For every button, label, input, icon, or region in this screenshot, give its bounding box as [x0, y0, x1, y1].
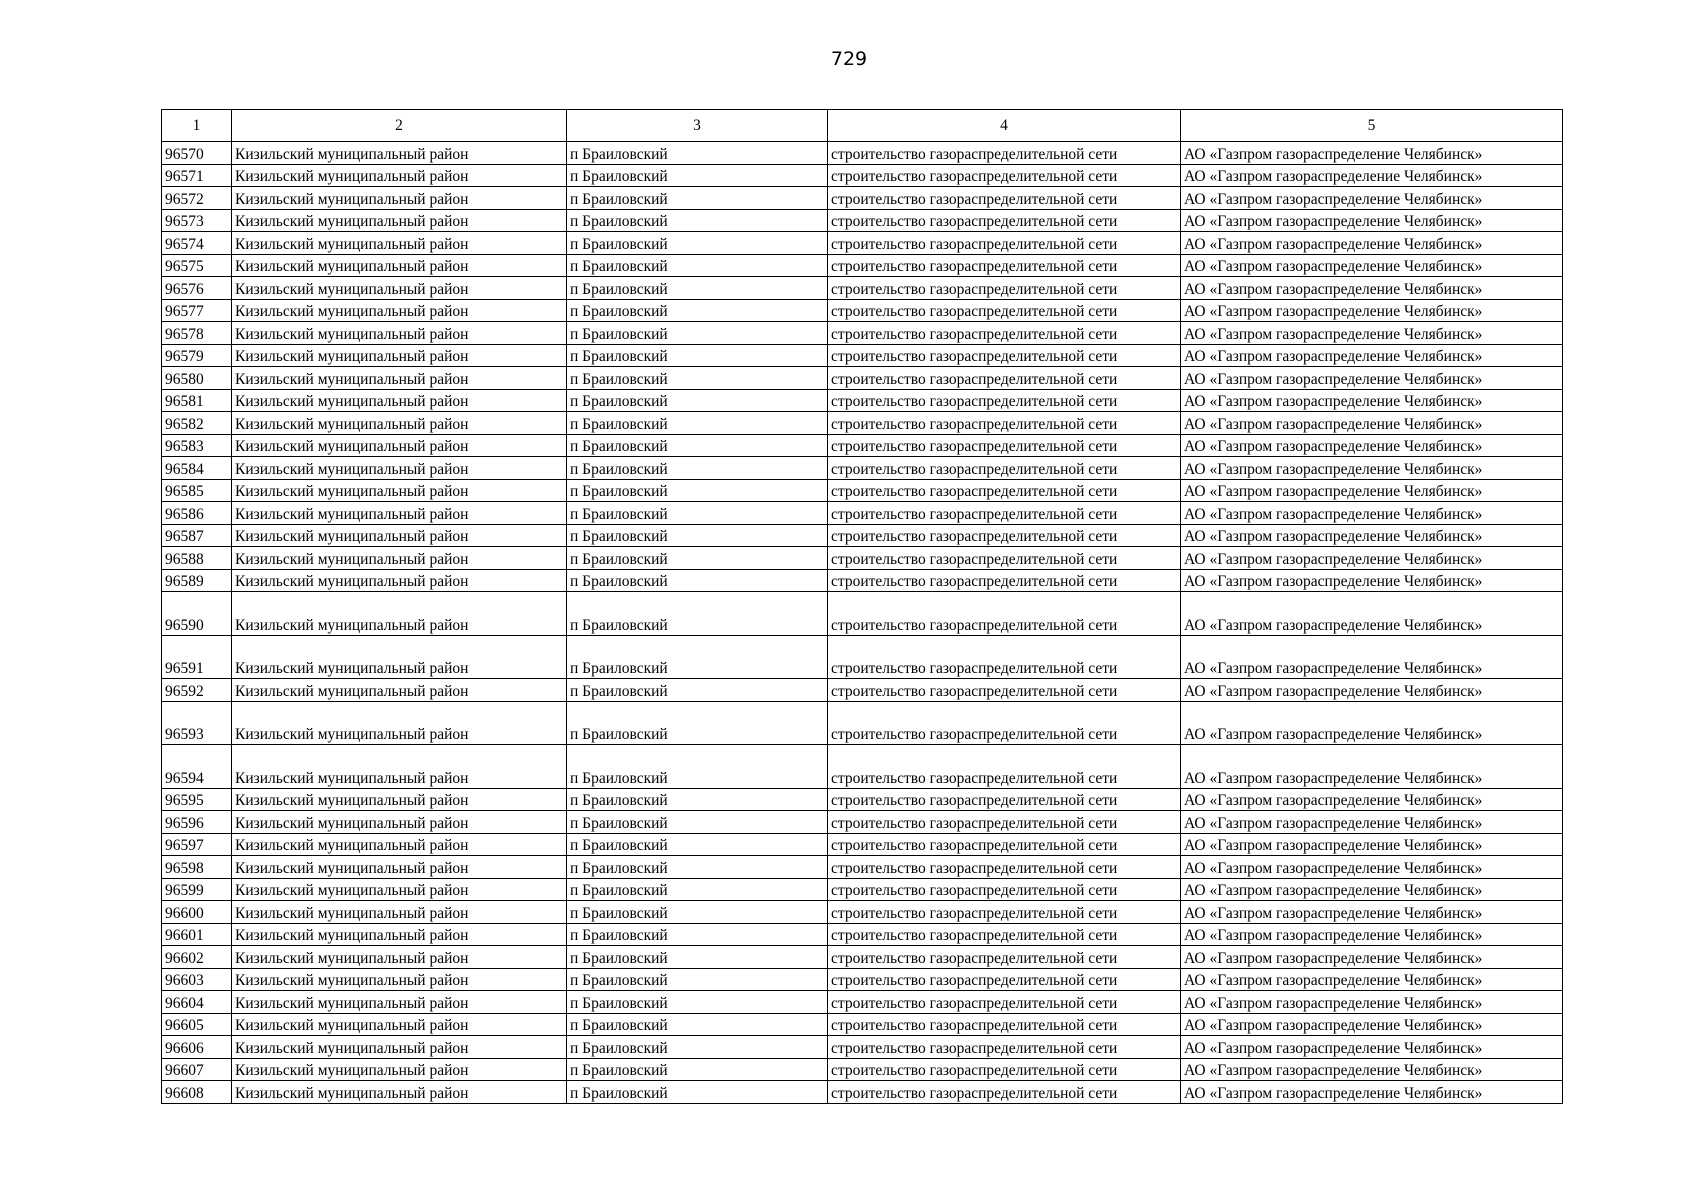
- cell-locality: п Браиловский: [567, 277, 828, 300]
- cell-organization: АО «Газпром газораспределение Челябинск»: [1181, 833, 1563, 856]
- cell-organization: АО «Газпром газораспределение Челябинск»: [1181, 457, 1563, 480]
- cell-district: Кизильский муниципальный район: [232, 1081, 567, 1104]
- table-row: [162, 547, 1563, 570]
- cell-district: Кизильский муниципальный район: [232, 878, 567, 901]
- cell-locality: п Браиловский: [567, 745, 828, 789]
- cell-locality: п Браиловский: [567, 833, 828, 856]
- cell-district: Кизильский муниципальный район: [232, 635, 567, 679]
- cell-work-type: строительство газораспределительной сети: [828, 1036, 1181, 1059]
- cell-organization: АО «Газпром газораспределение Челябинск»: [1181, 277, 1563, 300]
- cell-district: Кизильский муниципальный район: [232, 811, 567, 834]
- cell-work-type: строительство газораспределительной сети: [828, 367, 1181, 390]
- cell-district: Кизильский муниципальный район: [232, 1013, 567, 1036]
- cell-work-type: строительство газораспределительной сети: [828, 788, 1181, 811]
- cell-organization: АО «Газпром газораспределение Челябинск»: [1181, 811, 1563, 834]
- cell-district: Кизильский муниципальный район: [232, 923, 567, 946]
- cell-district: Кизильский муниципальный район: [232, 701, 567, 745]
- cell-organization: АО «Газпром газораспределение Челябинск»: [1181, 991, 1563, 1014]
- cell-work-type: строительство газораспределительной сети: [828, 412, 1181, 435]
- cell-locality: п Браиловский: [567, 164, 828, 187]
- table-row: [162, 457, 1563, 480]
- cell-district: Кизильский муниципальный район: [232, 367, 567, 390]
- cell-locality: п Браиловский: [567, 479, 828, 502]
- cell-row-number: 96574: [162, 232, 232, 255]
- cell-district: Кизильский муниципальный район: [232, 187, 567, 210]
- cell-work-type: строительство газораспределительной сети: [828, 923, 1181, 946]
- cell-locality: п Браиловский: [567, 679, 828, 702]
- cell-organization: АО «Газпром газораспределение Челябинск»: [1181, 142, 1563, 165]
- cell-district: Кизильский муниципальный район: [232, 788, 567, 811]
- cell-district: Кизильский муниципальный район: [232, 457, 567, 480]
- cell-organization: АО «Газпром газораспределение Челябинск»: [1181, 254, 1563, 277]
- header-row: [162, 110, 1563, 142]
- cell-work-type: строительство газораспределительной сети: [828, 991, 1181, 1014]
- cell-organization: АО «Газпром газораспределение Челябинск»: [1181, 569, 1563, 592]
- table-row: [162, 434, 1563, 457]
- cell-row-number: 96598: [162, 856, 232, 879]
- table-row: [162, 524, 1563, 547]
- cell-district: Кизильский муниципальный район: [232, 856, 567, 879]
- cell-district: Кизильский муниципальный район: [232, 434, 567, 457]
- cell-district: Кизильский муниципальный район: [232, 569, 567, 592]
- cell-district: Кизильский муниципальный район: [232, 412, 567, 435]
- table-row: [162, 389, 1563, 412]
- cell-organization: АО «Газпром газораспределение Челябинск»: [1181, 412, 1563, 435]
- table-row: [162, 367, 1563, 390]
- cell-locality: п Браиловский: [567, 856, 828, 879]
- cell-row-number: 96597: [162, 833, 232, 856]
- cell-row-number: 96572: [162, 187, 232, 210]
- cell-work-type: строительство газораспределительной сети: [828, 968, 1181, 991]
- cell-row-number: 96570: [162, 142, 232, 165]
- cell-locality: п Браиловский: [567, 811, 828, 834]
- register-table: [161, 109, 1563, 1104]
- table-row: [162, 788, 1563, 811]
- cell-locality: п Браиловский: [567, 1013, 828, 1036]
- cell-organization: АО «Газпром газораспределение Челябинск»: [1181, 788, 1563, 811]
- table-body: [162, 142, 1563, 1104]
- cell-row-number: 96587: [162, 524, 232, 547]
- cell-row-number: 96608: [162, 1081, 232, 1104]
- cell-organization: АО «Газпром газораспределение Челябинск»: [1181, 479, 1563, 502]
- cell-organization: АО «Газпром газораспределение Челябинск»: [1181, 502, 1563, 525]
- column-header-5: 5: [1181, 110, 1563, 142]
- cell-row-number: 96583: [162, 434, 232, 457]
- cell-locality: п Браиловский: [567, 142, 828, 165]
- cell-locality: п Браиловский: [567, 187, 828, 210]
- cell-row-number: 96593: [162, 701, 232, 745]
- cell-work-type: строительство газораспределительной сети: [828, 434, 1181, 457]
- cell-locality: п Браиловский: [567, 524, 828, 547]
- table-row: [162, 299, 1563, 322]
- cell-row-number: 96592: [162, 679, 232, 702]
- cell-district: Кизильский муниципальный район: [232, 502, 567, 525]
- cell-row-number: 96600: [162, 901, 232, 924]
- table-row: [162, 322, 1563, 345]
- cell-work-type: строительство газораспределительной сети: [828, 209, 1181, 232]
- cell-work-type: строительство газораспределительной сети: [828, 856, 1181, 879]
- table-row: [162, 878, 1563, 901]
- cell-organization: АО «Газпром газораспределение Челябинск»: [1181, 745, 1563, 789]
- table-row: [162, 232, 1563, 255]
- cell-row-number: 96579: [162, 344, 232, 367]
- cell-district: Кизильский муниципальный район: [232, 322, 567, 345]
- cell-locality: п Браиловский: [567, 592, 828, 636]
- cell-work-type: строительство газораспределительной сети: [828, 635, 1181, 679]
- cell-row-number: 96582: [162, 412, 232, 435]
- cell-work-type: строительство газораспределительной сети: [828, 164, 1181, 187]
- table-row: [162, 1036, 1563, 1059]
- cell-locality: п Браиловский: [567, 1058, 828, 1081]
- cell-work-type: строительство газораспределительной сети: [828, 187, 1181, 210]
- cell-locality: п Браиловский: [567, 412, 828, 435]
- cell-work-type: строительство газораспределительной сети: [828, 701, 1181, 745]
- cell-district: Кизильский муниципальный район: [232, 142, 567, 165]
- cell-work-type: строительство газораспределительной сети: [828, 457, 1181, 480]
- cell-row-number: 96571: [162, 164, 232, 187]
- cell-district: Кизильский муниципальный район: [232, 745, 567, 789]
- cell-organization: АО «Газпром газораспределение Челябинск»: [1181, 322, 1563, 345]
- cell-district: Кизильский муниципальный район: [232, 344, 567, 367]
- table-row: [162, 991, 1563, 1014]
- cell-locality: п Браиловский: [567, 322, 828, 345]
- cell-organization: АО «Газпром газораспределение Челябинск»: [1181, 232, 1563, 255]
- cell-district: Кизильский муниципальный район: [232, 1058, 567, 1081]
- cell-organization: АО «Газпром газораспределение Челябинск»: [1181, 923, 1563, 946]
- cell-row-number: 96578: [162, 322, 232, 345]
- cell-organization: АО «Газпром газораспределение Челябинск»: [1181, 164, 1563, 187]
- table-row: [162, 254, 1563, 277]
- cell-row-number: 96596: [162, 811, 232, 834]
- cell-row-number: 96599: [162, 878, 232, 901]
- table-row: [162, 479, 1563, 502]
- cell-row-number: 96577: [162, 299, 232, 322]
- table-row: [162, 856, 1563, 879]
- cell-row-number: 96591: [162, 635, 232, 679]
- table-row: [162, 901, 1563, 924]
- cell-organization: АО «Газпром газораспределение Челябинск»: [1181, 1013, 1563, 1036]
- cell-organization: АО «Газпром газораспределение Челябинск»: [1181, 901, 1563, 924]
- cell-locality: п Браиловский: [567, 502, 828, 525]
- table-row: [162, 277, 1563, 300]
- cell-organization: АО «Газпром газораспределение Челябинск»: [1181, 592, 1563, 636]
- cell-district: Кизильский муниципальный район: [232, 232, 567, 255]
- cell-district: Кизильский муниципальный район: [232, 209, 567, 232]
- cell-locality: п Браиловский: [567, 547, 828, 570]
- cell-locality: п Браиловский: [567, 923, 828, 946]
- column-header-4: 4: [828, 110, 1181, 142]
- cell-locality: п Браиловский: [567, 878, 828, 901]
- cell-organization: АО «Газпром газораспределение Челябинск»: [1181, 878, 1563, 901]
- cell-row-number: 96607: [162, 1058, 232, 1081]
- table-row: [162, 592, 1563, 636]
- cell-organization: АО «Газпром газораспределение Челябинск»: [1181, 367, 1563, 390]
- table-row: [162, 187, 1563, 210]
- cell-organization: АО «Газпром газораспределение Челябинск»: [1181, 701, 1563, 745]
- cell-organization: АО «Газпром газораспределение Челябинск»: [1181, 434, 1563, 457]
- table-row: [162, 635, 1563, 679]
- cell-district: Кизильский муниципальный район: [232, 901, 567, 924]
- cell-locality: п Браиловский: [567, 1081, 828, 1104]
- cell-locality: п Браиловский: [567, 991, 828, 1014]
- cell-locality: п Браиловский: [567, 569, 828, 592]
- cell-district: Кизильский муниципальный район: [232, 592, 567, 636]
- cell-work-type: строительство газораспределительной сети: [828, 745, 1181, 789]
- cell-district: Кизильский муниципальный район: [232, 524, 567, 547]
- cell-row-number: 96603: [162, 968, 232, 991]
- cell-locality: п Браиловский: [567, 299, 828, 322]
- cell-work-type: строительство газораспределительной сети: [828, 946, 1181, 969]
- cell-locality: п Браиловский: [567, 788, 828, 811]
- cell-locality: п Браиловский: [567, 1036, 828, 1059]
- table-row: [162, 946, 1563, 969]
- cell-work-type: строительство газораспределительной сети: [828, 502, 1181, 525]
- cell-row-number: 96586: [162, 502, 232, 525]
- page-number: 729: [830, 48, 868, 70]
- cell-organization: АО «Газпром газораспределение Челябинск»: [1181, 299, 1563, 322]
- cell-district: Кизильский муниципальный район: [232, 833, 567, 856]
- cell-row-number: 96602: [162, 946, 232, 969]
- cell-locality: п Браиловский: [567, 389, 828, 412]
- cell-row-number: 96584: [162, 457, 232, 480]
- table-row: [162, 502, 1563, 525]
- cell-organization: АО «Газпром газораспределение Челябинск»: [1181, 389, 1563, 412]
- cell-work-type: строительство газораспределительной сети: [828, 878, 1181, 901]
- column-header-1: 1: [162, 110, 232, 142]
- cell-locality: п Браиловский: [567, 254, 828, 277]
- cell-organization: АО «Газпром газораспределение Челябинск»: [1181, 524, 1563, 547]
- cell-locality: п Браиловский: [567, 209, 828, 232]
- table-row: [162, 833, 1563, 856]
- cell-district: Кизильский муниципальный район: [232, 479, 567, 502]
- cell-locality: п Браиловский: [567, 367, 828, 390]
- cell-work-type: строительство газораспределительной сети: [828, 569, 1181, 592]
- cell-work-type: строительство газораспределительной сети: [828, 254, 1181, 277]
- cell-row-number: 96590: [162, 592, 232, 636]
- cell-work-type: строительство газораспределительной сети: [828, 344, 1181, 367]
- cell-row-number: 96604: [162, 991, 232, 1014]
- table-row: [162, 679, 1563, 702]
- cell-work-type: строительство газораспределительной сети: [828, 479, 1181, 502]
- cell-organization: АО «Газпром газораспределение Челябинск»: [1181, 1058, 1563, 1081]
- cell-work-type: строительство газораспределительной сети: [828, 142, 1181, 165]
- cell-row-number: 96605: [162, 1013, 232, 1036]
- cell-row-number: 96576: [162, 277, 232, 300]
- cell-row-number: 96585: [162, 479, 232, 502]
- cell-organization: АО «Газпром газораспределение Челябинск»: [1181, 968, 1563, 991]
- cell-district: Кизильский муниципальный район: [232, 277, 567, 300]
- cell-locality: п Браиловский: [567, 635, 828, 679]
- cell-locality: п Браиловский: [567, 344, 828, 367]
- cell-row-number: 96575: [162, 254, 232, 277]
- cell-work-type: строительство газораспределительной сети: [828, 547, 1181, 570]
- cell-work-type: строительство газораспределительной сети: [828, 524, 1181, 547]
- cell-work-type: строительство газораспределительной сети: [828, 389, 1181, 412]
- cell-locality: п Браиловский: [567, 232, 828, 255]
- cell-locality: п Браиловский: [567, 946, 828, 969]
- cell-organization: АО «Газпром газораспределение Челябинск»: [1181, 856, 1563, 879]
- cell-organization: АО «Газпром газораспределение Челябинск»: [1181, 547, 1563, 570]
- table-row: [162, 923, 1563, 946]
- column-header-3: 3: [567, 110, 828, 142]
- cell-organization: АО «Газпром газораспределение Челябинск»: [1181, 187, 1563, 210]
- table-row: [162, 701, 1563, 745]
- cell-district: Кизильский муниципальный район: [232, 968, 567, 991]
- table-row: [162, 209, 1563, 232]
- table-row: [162, 968, 1563, 991]
- cell-row-number: 96601: [162, 923, 232, 946]
- cell-row-number: 96581: [162, 389, 232, 412]
- cell-organization: АО «Газпром газораспределение Челябинск»: [1181, 209, 1563, 232]
- cell-district: Кизильский муниципальный район: [232, 991, 567, 1014]
- cell-locality: п Браиловский: [567, 434, 828, 457]
- cell-organization: АО «Газпром газораспределение Челябинск»: [1181, 946, 1563, 969]
- cell-district: Кизильский муниципальный район: [232, 679, 567, 702]
- cell-work-type: строительство газораспределительной сети: [828, 811, 1181, 834]
- cell-work-type: строительство газораспределительной сети: [828, 322, 1181, 345]
- cell-work-type: строительство газораспределительной сети: [828, 1058, 1181, 1081]
- cell-work-type: строительство газораспределительной сети: [828, 592, 1181, 636]
- table-row: [162, 569, 1563, 592]
- cell-work-type: строительство газораспределительной сети: [828, 1013, 1181, 1036]
- cell-row-number: 96594: [162, 745, 232, 789]
- cell-locality: п Браиловский: [567, 457, 828, 480]
- cell-work-type: строительство газораспределительной сети: [828, 299, 1181, 322]
- cell-row-number: 96573: [162, 209, 232, 232]
- cell-organization: АО «Газпром газораспределение Челябинск»: [1181, 344, 1563, 367]
- table-row: [162, 164, 1563, 187]
- cell-locality: п Браиловский: [567, 968, 828, 991]
- cell-row-number: 96589: [162, 569, 232, 592]
- cell-row-number: 96595: [162, 788, 232, 811]
- table-row: [162, 142, 1563, 165]
- cell-locality: п Браиловский: [567, 901, 828, 924]
- cell-district: Кизильский муниципальный район: [232, 389, 567, 412]
- cell-row-number: 96606: [162, 1036, 232, 1059]
- cell-work-type: строительство газораспределительной сети: [828, 679, 1181, 702]
- cell-work-type: строительство газораспределительной сети: [828, 232, 1181, 255]
- table-row: [162, 811, 1563, 834]
- table-row: [162, 344, 1563, 367]
- cell-organization: АО «Газпром газораспределение Челябинск»: [1181, 635, 1563, 679]
- cell-row-number: 96580: [162, 367, 232, 390]
- column-header-2: 2: [232, 110, 567, 142]
- table-row: [162, 745, 1563, 789]
- cell-organization: АО «Газпром газораспределение Челябинск»: [1181, 1081, 1563, 1104]
- cell-district: Кизильский муниципальный район: [232, 254, 567, 277]
- cell-district: Кизильский муниципальный район: [232, 1036, 567, 1059]
- cell-work-type: строительство газораспределительной сети: [828, 833, 1181, 856]
- cell-work-type: строительство газораспределительной сети: [828, 277, 1181, 300]
- cell-work-type: строительство газораспределительной сети: [828, 1081, 1181, 1104]
- table-row: [162, 1058, 1563, 1081]
- cell-organization: АО «Газпром газораспределение Челябинск»: [1181, 1036, 1563, 1059]
- table-header: [162, 110, 1563, 142]
- cell-organization: АО «Газпром газораспределение Челябинск»: [1181, 679, 1563, 702]
- table-row: [162, 1081, 1563, 1104]
- table-row: [162, 412, 1563, 435]
- cell-row-number: 96588: [162, 547, 232, 570]
- cell-district: Кизильский муниципальный район: [232, 299, 567, 322]
- cell-district: Кизильский муниципальный район: [232, 946, 567, 969]
- cell-work-type: строительство газораспределительной сети: [828, 901, 1181, 924]
- cell-district: Кизильский муниципальный район: [232, 164, 567, 187]
- table-row: [162, 1013, 1563, 1036]
- cell-district: Кизильский муниципальный район: [232, 547, 567, 570]
- cell-locality: п Браиловский: [567, 701, 828, 745]
